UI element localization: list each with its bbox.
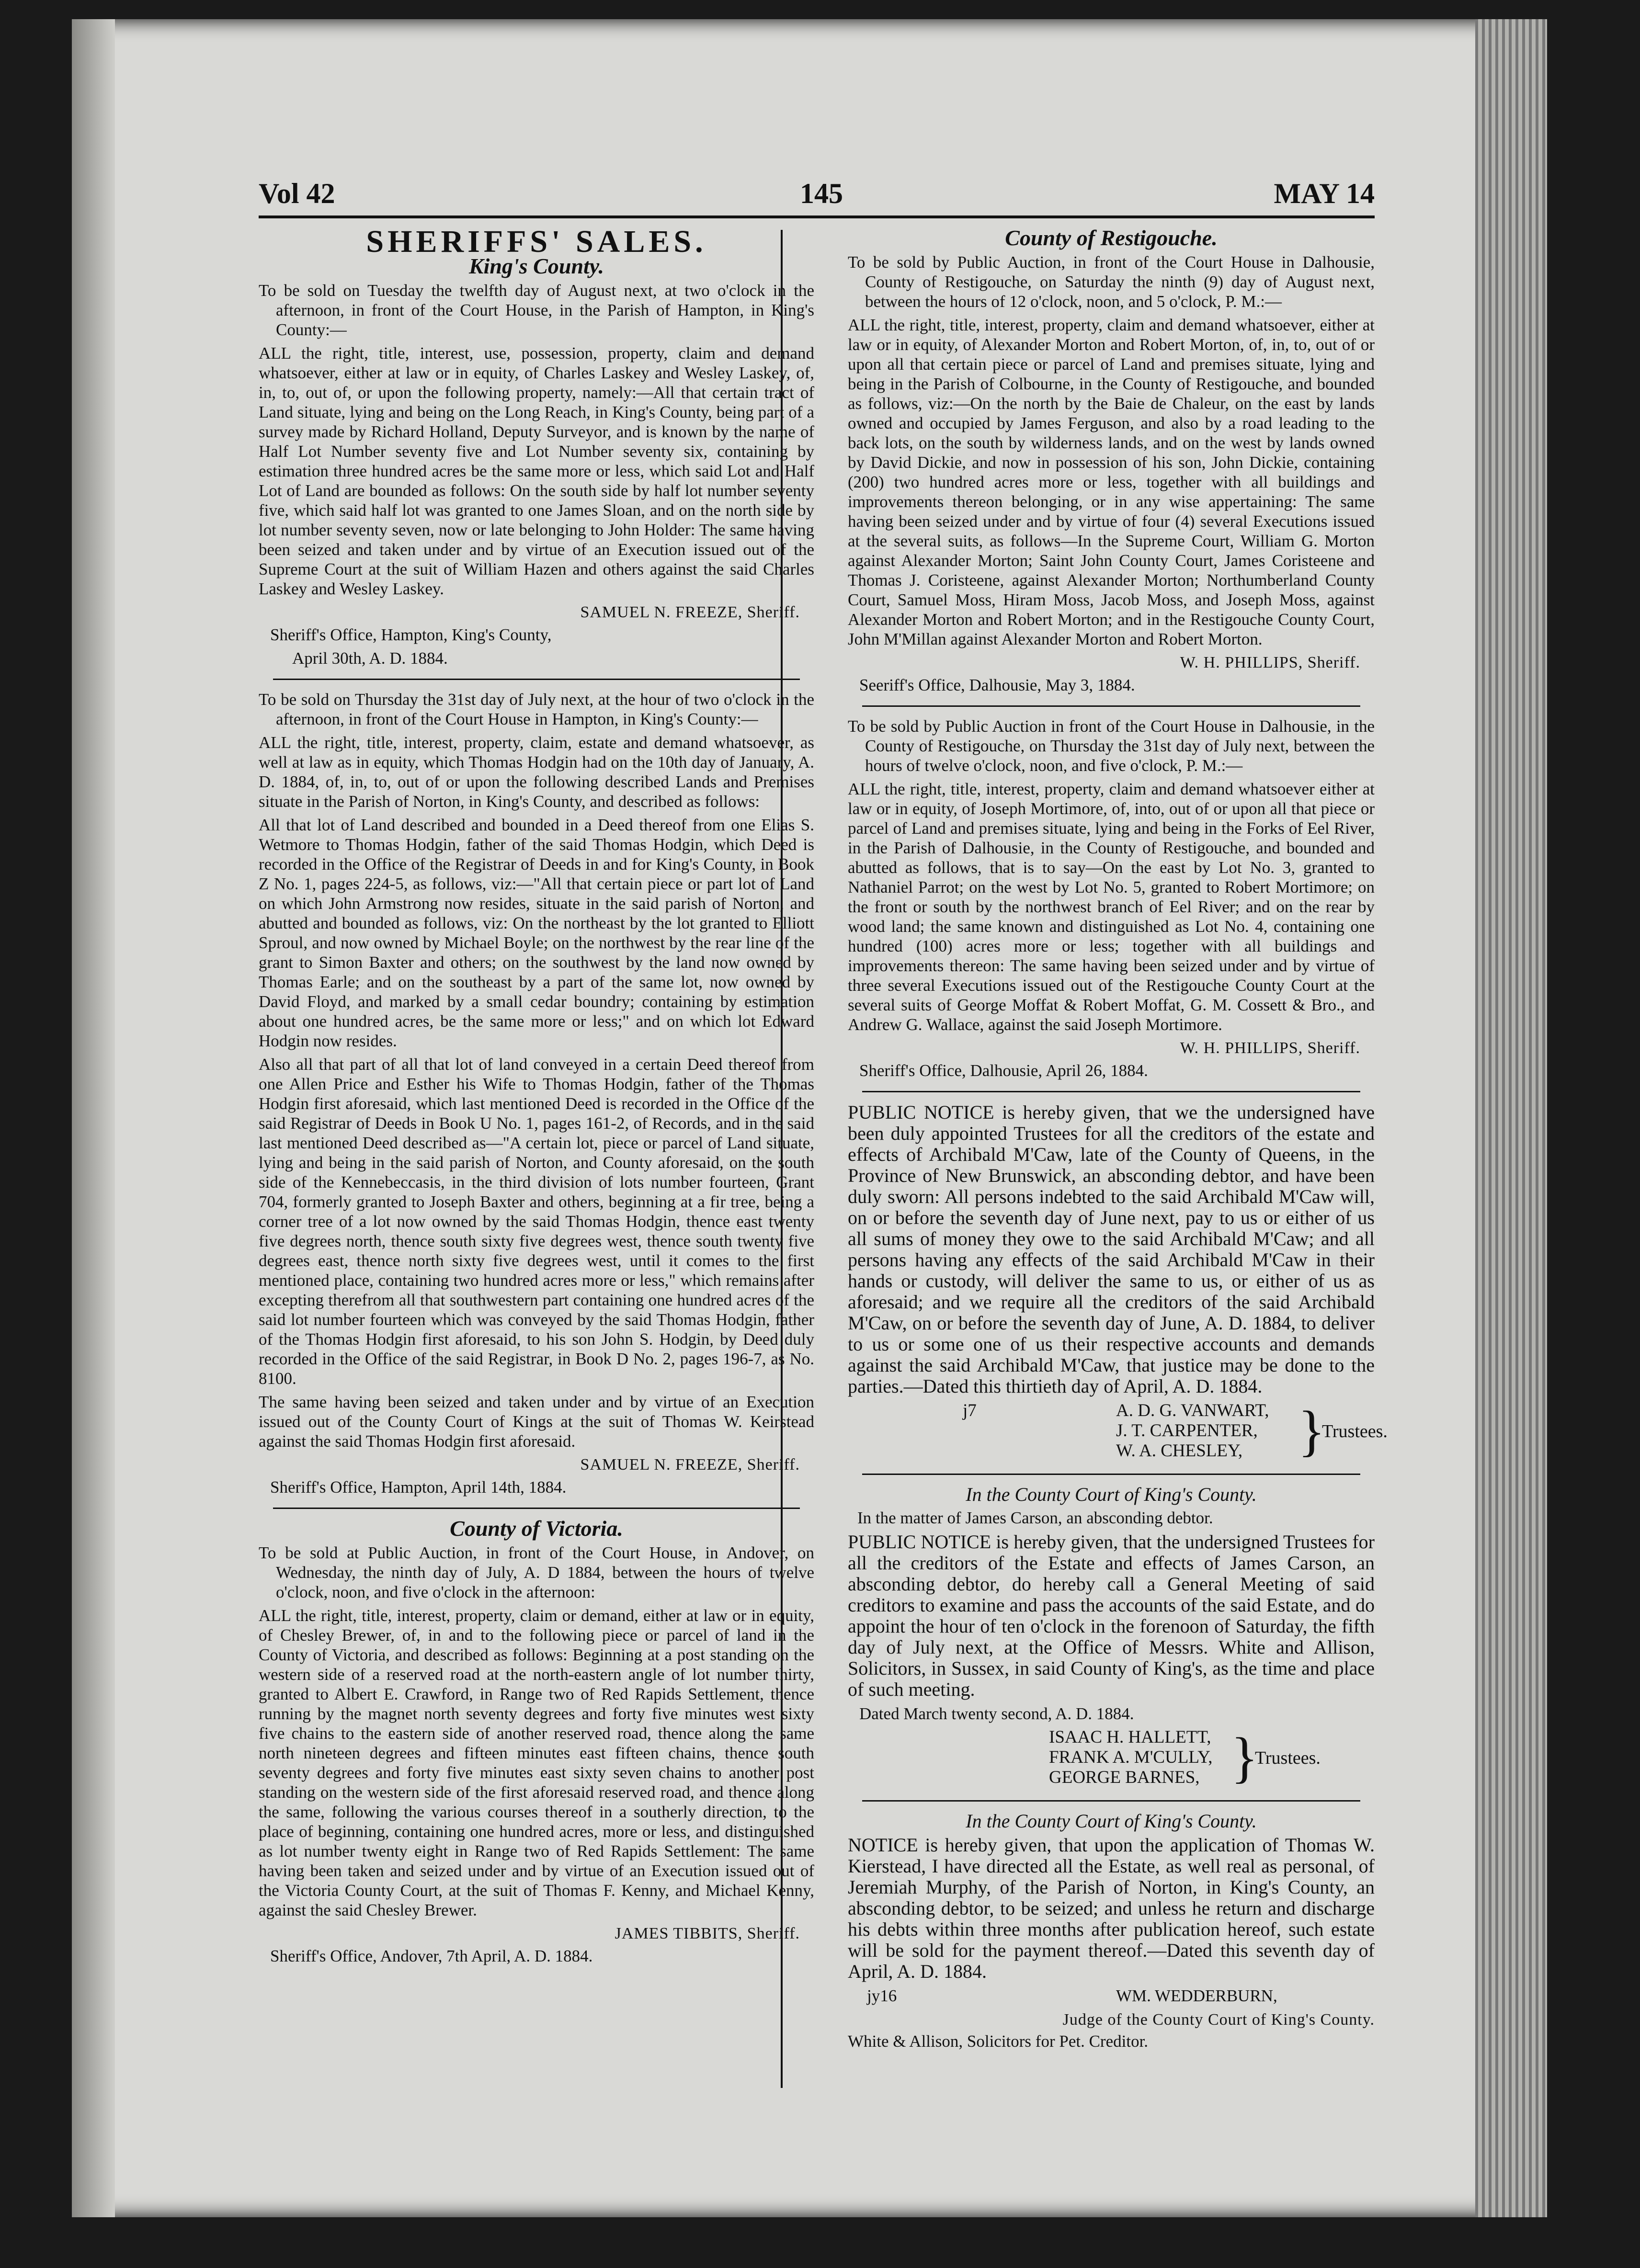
page-stack-edge <box>1475 19 1547 2217</box>
trustee-name: W. A. CHESLEY, <box>1116 1441 1243 1461</box>
divider <box>862 705 1360 707</box>
murphy-notice-body: NOTICE is hereby given, that upon the application of Thomas W. Kierstead, I have directed all the Estate, as well real as personal, of Jeremiah Murphy, of the Parish of Norton, in King's County, an absconding debtor, to be seized; and unless he return and discharge his debts within three months after publication hereof, such estate will be sold for the payment thereof.—Dated this seventh day of April, A. D. 1884. <box>848 1834 1375 1982</box>
sale2-body-2: All that lot of Land described and bounded in a Deed thereof from one Elias S. Wetmore to Thomas Hodgin, father of the said Thomas Hodgin, which Deed is recorded in the Office of the Registrar of Deeds in and for King's County, in Book Z No. 1, pages 224-5, as follows, viz:—"All that certain piece or part lot of Land on which John Armstrong now resides, situate in the said parish of Norton, and abutted and bounded as follows, viz: On the northeast by the lot granted to Elliott Sproul, and now owned by Michael Boyle; on the northwest by the rear line of the grant to Simon Baxter and others; on the southwest by the land now owned by Thomas Earle; and on the southeast by a part of the same lot, now owned by David Floyd, and marked by a small cedar boundry; containing by estimation about one hundred acres, be the same more or less;" and on which lot Edward Hodgin now resides. <box>259 816 814 1050</box>
divider <box>273 1508 800 1509</box>
issue-date: MAY 14 <box>1274 178 1375 209</box>
sale5-body: ALL the right, title, interest, property, claim and demand whatsoever either at law or in equity, of Joseph Mortimore, of, into, out of or upon all that piece or parcel of Land and premises situate, lying and being in the Forks of Eel River, in the Parish of Dalhousie, in the County of Restigouche, and bounded and abutted as follows, that is to say—On the east by Lot No. 3, granted to Nathaniel Parrot; on the west by Lot No. 5, granted to Robert Mortimore; on the front or south by the northwest branch of Eel River; and on the rear by wood land; the same known and distinguished as Lot No. 4, containing one hundred (100) acres more or less; together with all buildings and improvements thereon: The same having been seized under and by virtue of three several Executions issued out of the Restigouche County Court at the several suits of George Moffat & Robert Moffat, G. M. Cossett & Bro., and Andrew G. Wallace, against the said Joseph Mortimore. <box>848 780 1375 1034</box>
carson-notice-dated: Dated March twenty second, A. D. 1884. <box>859 1704 1134 1723</box>
sale1-office-date: April 30th, A. D. 1884. <box>292 649 448 668</box>
murphy-signature-line <box>848 1986 1375 2007</box>
notice-code: jy16 <box>867 1986 897 2005</box>
sale2-body-1: ALL the right, title, interest, property, claim, estate and demand whatsoever, as well at law as in equity, which Thomas Hodgin had on the 10th day of January, A. D. 1884, of, in, to, out of or upon the following described Lands and Premises situate in the Parish of Norton, in King's County, and described as follows: <box>259 733 814 811</box>
divider <box>862 1474 1360 1475</box>
mccaw-notice-body: PUBLIC NOTICE is hereby given, that we the undersigned have been duly appointed Trustees for all the creditors of the estate and effects of Archibald M'Caw, late of the County of Queens, in the Province of New Brunswick, an absconding debtor, and have been duly sworn: All persons indebted to the said Archibald M'Caw will, on or before the seventh day of June next, pay to us or either of us all sums of money they owe to the said Archibald M'Caw; and all persons having any effects of the said Archibald M'Caw in their hands or custody, will deliver the same to us, or either of us as aforesaid; and we require all the creditors of the said Archibald M'Caw, on or before the seventh day of June, A. D. 1884, to deliver to us or some one of us their respective accounts and demands against the said Archibald M'Caw, that justice may be done to the parties.—Dated this thirtieth day of April, A. D. 1884. <box>848 1101 1375 1397</box>
notice-code: j7 <box>963 1401 977 1420</box>
judge-title: Judge of the County Court of King's County. <box>1062 2011 1375 2029</box>
mccaw-trustees <box>848 1399 1388 1463</box>
sale5-office: Sheriff's Office, Dalhousie, April 26, 1884. <box>859 1061 1148 1080</box>
divider <box>862 1800 1360 1802</box>
sale5-lead: To be sold by Public Auction in front of the Court House in Dalhousie, in the County of Restigouche, on Thursday the 31st day of July next, between the hours of twelve o'clock, noon, and five o'clock, P. M.:— <box>848 717 1375 775</box>
trustee-name: J. T. CARPENTER, <box>1116 1421 1258 1440</box>
sale2-signature: SAMUEL N. FREEZE, Sheriff. <box>580 1456 800 1474</box>
sale2-lead: To be sold on Thursday the 31st day of July next, at the hour of two o'clock in the afternoon, in front of the Court House in Hampton, in King's County:— <box>259 690 814 728</box>
sale3-lead: To be sold at Public Auction, in front of the Court House, in Andover, on Wednesday, the ninth day of July, A. D 1884, between the hours of twelve o'clock, noon, and five o'clock in the afternoon: <box>259 1543 814 1601</box>
right-column <box>848 225 1388 2055</box>
volume-label: Vol 42 <box>259 178 335 209</box>
page-header <box>259 177 1375 215</box>
sale1-body: ALL the right, title, interest, use, possession, property, claim and demand whatsoever, either at law or in equity, of Charles Laskey and Wesley Laskey, of, in, to, out of, or upon the following property, namely:—All that certain tract of Land situate, lying and being on the Long Reach, in King's County, being part of a survey made by Richard Holland, Deputy Surveyor, and is known by the name of Half Lot Number seventy five and Lot Number seventy six, containing by estimation three hundred acres be the same more or less, which said Lot and Half Lot of Land are bounded as follows: On the south side by half lot number seventy five, which said half lot was granted to one James Sloan, and on the north side by lot number seventy seven, now or late belonging to John Holder: The same having been seized and taken under and by virtue of an Execution issued out of the Supreme Court at the suit of William Hazen and others against the said Charles Laskey and Wesley Laskey. <box>259 344 814 598</box>
divider <box>273 679 800 680</box>
sale2-body-3: Also all that part of all that lot of land conveyed in a certain Deed thereof from one Allen Price and Esther his Wife to Thomas Hodgin, father of the Thomas Hodgin first aforesaid, which last mentioned Deed is recorded in the Office of the said Registrar of Deeds in Book U No. 1, pages 161-2, of Records, and in the said last mentioned Deed described as—"A certain lot, piece or parcel of Land situate, lying and being in the said parish of Norton, and County aforesaid, on the south side of the Kennebeccasis, in the third division of lots number fourteen, Grant 704, formerly granted to Joseph Baxter and others, beginning at a fir tree, being a corner tree of a lot now owned by the said Thomas Hodgin, thence east twenty five degrees north, thence south sixty five degrees west, thence south twenty five degrees east, thence north sixty five degrees west, until it comes to the first mentioned place, containing two hundred acres more or less," which remains after excepting therefrom all that southwestern part containing one hundred acres of the said lot number fourteen which was conveyed by the said Thomas Hodgin, father of the Thomas Hodgin first aforesaid, to his son John S. Hodgin, by Deed duly recorded in the Office of the said Registrar, in Book D No. 2, pages 196-7, as No. 8100. <box>259 1055 814 1388</box>
trustees-label: Trustees. <box>1322 1421 1388 1441</box>
solicitors-line: White & Allison, Solicitors for Pet. Creditor. <box>848 2032 1149 2051</box>
sale3-signature: JAMES TIBBITS, Sheriff. <box>615 1925 800 1942</box>
trustee-names <box>1116 1401 1269 1461</box>
court-heading: In the County Court of King's County. <box>966 1810 1257 1832</box>
restigouche-county-heading: County of Restigouche. <box>1005 226 1218 250</box>
sale1-lead: To be sold on Tuesday the twelfth day of August next, at two o'clock in the afternoon, in front of the Court House, in the Parish of Hampton, in King's County:— <box>259 281 814 339</box>
newspaper-page <box>72 19 1547 2217</box>
section-title: SHERIFFS' SALES. <box>366 224 707 259</box>
victoria-county-heading: County of Victoria. <box>450 1516 623 1541</box>
trustee-names <box>1049 1727 1213 1788</box>
brace: } <box>1231 1726 1258 1789</box>
trustees-label: Trustees. <box>1255 1748 1321 1768</box>
carson-notice-body: PUBLIC NOTICE is hereby given, that the undersigned Trustees for all the creditors of the Estate and effects of James Carson, an absconding debtor, do hereby call a General Meeting of said creditors to examine and pass the accounts of the said Estate, and do appoint the hour of ten o'clock in the forenoon of Saturday, the fifth day of July next, at the Office of Messrs. White and Allison, Solicitors, in Sussex, in said County of King's, as the time and place of such meeting. <box>848 1531 1375 1700</box>
sale4-office: Seeriff's Office, Dalhousie, May 3, 1884. <box>859 676 1135 694</box>
sale3-office: Sheriff's Office, Andover, 7th April, A. D. 1884. <box>270 1947 593 1965</box>
sale4-body: ALL the right, title, interest, property, claim and demand whatsoever, either at law or in equity, of Alexander Morton and Robert Morton, of, in, to, out of or upon all that certain piece or parcel of Land and premises situate, lying and being in the Parish of Colbourne, in the County of Restigouche, and bounded as follows, viz:—On the north by the Baie de Chaleur, on the east by lands owned and occupied by James Ferguson, and also by a road leading to the back lots, on the south by wilderness lands, and on the west by lands owned by David Dickie, and now in possession of his son, John Dickie, containing (200) two hundred acres more or less, together with all buildings and improvements thereon belonging, or in any wise appertaining: The same having been seized under and by virtue of four (4) several Executions issued at the several suits, as follows—In the Supreme Court, William G. Morton against Alexander Morton; Saint John County Court, James Coristeene and Thomas J. Coristeene, against Alexander Morton; Northumberland County Court, Samuel Moss, Hiram Moss, Jacob Moss, and Joseph Moss, against Alexander Morton and Robert Morton; and in the Restigouche County Court, John M'Millan against Alexander Morton and Robert Morton. <box>848 316 1375 648</box>
sale2-office: Sheriff's Office, Hampton, April 14th, 1884. <box>270 1478 567 1497</box>
trustee-name: GEORGE BARNES, <box>1049 1768 1200 1787</box>
sale2-body-4: The same having been seized and taken under and by virtue of an Execution issued out of the County Court of Kings at the suit of Thomas W. Keirstead against the said Thomas Hodgin first aforesaid. <box>259 1393 814 1451</box>
judge-signature: WM. WEDDERBURN, <box>1116 1986 1277 2005</box>
trustee-name: ISAAC H. HALLETT, <box>1049 1727 1211 1747</box>
left-column <box>259 225 814 1970</box>
sale3-body: ALL the right, title, interest, property, claim or demand, either at law or in equity, of Chesley Brewer, of, in and to the following piece or parcel of land in the County of Victoria, and described as follows: Beginning at a post standing on the western side of a reserved road at the north-eastern angle of lot number thirty, granted to Albert E. Crawford, in Range two of Red Rapids Settlement, thence running by the magnet north seventy degrees and forty five minutes west sixty five chains to the eastern side of another reserved road, thence along the same north nineteen degrees and fifteen minutes east fifteen chains, thence south seventy degrees and forty five minutes east sixty seven chains to another post standing on the western side of the first aforesaid reserved road, and thence along the same, following the various courses thereof in a southerly direction, to the place of beginning, containing one hundred acres, more or less, and distinguished as lot number twenty eight in Range two of Red Rapids Settlement: The same having been taken and seized under and by virtue of an Execution issued out of the Victoria County Court, at the suit of Thomas F. Kenny, and Michael Kenny, against the said Chesley Brewer. <box>259 1606 814 1919</box>
carson-matter: In the matter of James Carson, an absconding debtor. <box>857 1508 1213 1527</box>
page-number: 145 <box>800 178 843 209</box>
sale4-lead: To be sold by Public Auction, in front of the Court House in Dalhousie, County of Restigouche, on Saturday the ninth (9) day of August next, between the hours of 12 o'clock, noon, and 5 o'clock, P. M.:— <box>848 253 1375 311</box>
sale1-office: Sheriff's Office, Hampton, King's County, <box>270 625 552 644</box>
sale5-signature: W. H. PHILLIPS, Sheriff. <box>1180 1039 1360 1057</box>
court-heading: In the County Court of King's County. <box>966 1484 1257 1505</box>
header-rule <box>259 215 1375 218</box>
brace: } <box>1298 1399 1325 1462</box>
trustee-name: A. D. G. VANWART, <box>1116 1401 1269 1420</box>
carson-trustees <box>848 1727 1375 1790</box>
divider <box>862 1091 1360 1092</box>
kings-county-heading: King's County. <box>468 254 604 278</box>
sale1-signature: SAMUEL N. FREEZE, Sheriff. <box>580 603 800 621</box>
sale4-signature: W. H. PHILLIPS, Sheriff. <box>1180 654 1360 671</box>
trustee-name: FRANK A. M'CULLY, <box>1049 1747 1213 1767</box>
